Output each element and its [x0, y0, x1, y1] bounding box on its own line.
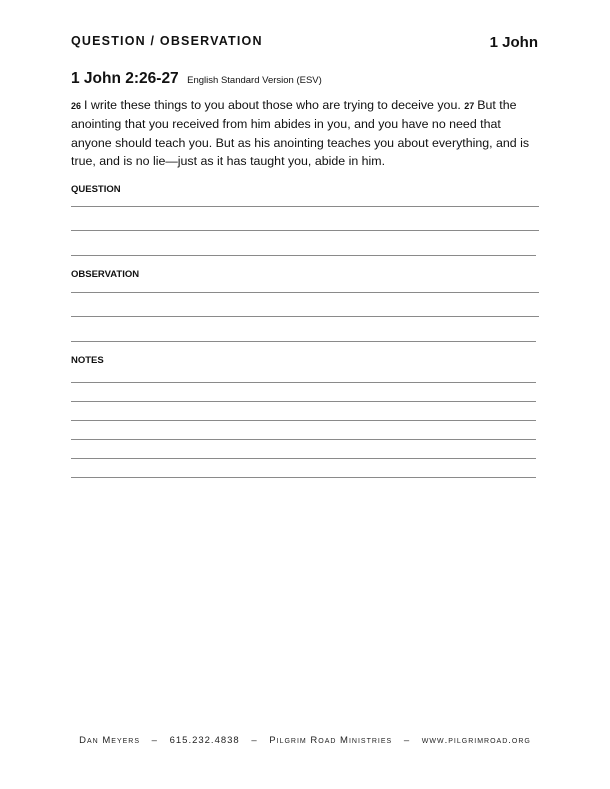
footer-separator: – — [151, 735, 158, 746]
book-title: 1 John — [489, 34, 538, 51]
footer-website: www.pilgrimroad.org — [421, 735, 531, 746]
passage-heading — [71, 70, 322, 88]
question-line — [71, 255, 536, 256]
passage-version: English Standard Version (ESV) — [187, 75, 322, 86]
notes-line — [71, 382, 536, 383]
observation-line — [71, 292, 539, 293]
footer — [71, 735, 539, 746]
footer-name: Dan Meyers — [79, 735, 141, 746]
notes-line — [71, 420, 536, 421]
footer-separator: – — [403, 735, 411, 746]
notes-line — [71, 458, 536, 459]
question-line — [71, 206, 539, 207]
passage-reference: 1 John 2:26-27 — [71, 70, 179, 87]
footer-phone: 615.232.4838 — [169, 735, 240, 746]
verse-text: I write these things to you about those who are trying to deceive you. — [84, 98, 461, 112]
observation-line — [71, 341, 536, 342]
question-line — [71, 230, 539, 231]
question-label: QUESTION — [71, 184, 121, 195]
footer-ministry: Pilgrim Road Ministries — [269, 735, 393, 746]
notes-line — [71, 401, 536, 402]
verse-number: 27 — [464, 101, 475, 111]
page-title: QUESTION / OBSERVATION — [71, 34, 263, 48]
verse-text: But the anointing that you received from him abides in you, and you have no need that anyone should teach you. But as his anointing teaches you about everything, and is true, and is no lie—just as it has taught you, abide in him. — [71, 98, 530, 168]
passage-text — [71, 96, 541, 170]
notes-line — [71, 439, 536, 440]
verse-number: 26 — [71, 101, 82, 111]
notes-line — [71, 477, 536, 478]
footer-separator: – — [251, 735, 258, 746]
observation-label: OBSERVATION — [71, 269, 140, 280]
observation-line — [71, 316, 539, 317]
notes-label: NOTES — [71, 355, 104, 366]
